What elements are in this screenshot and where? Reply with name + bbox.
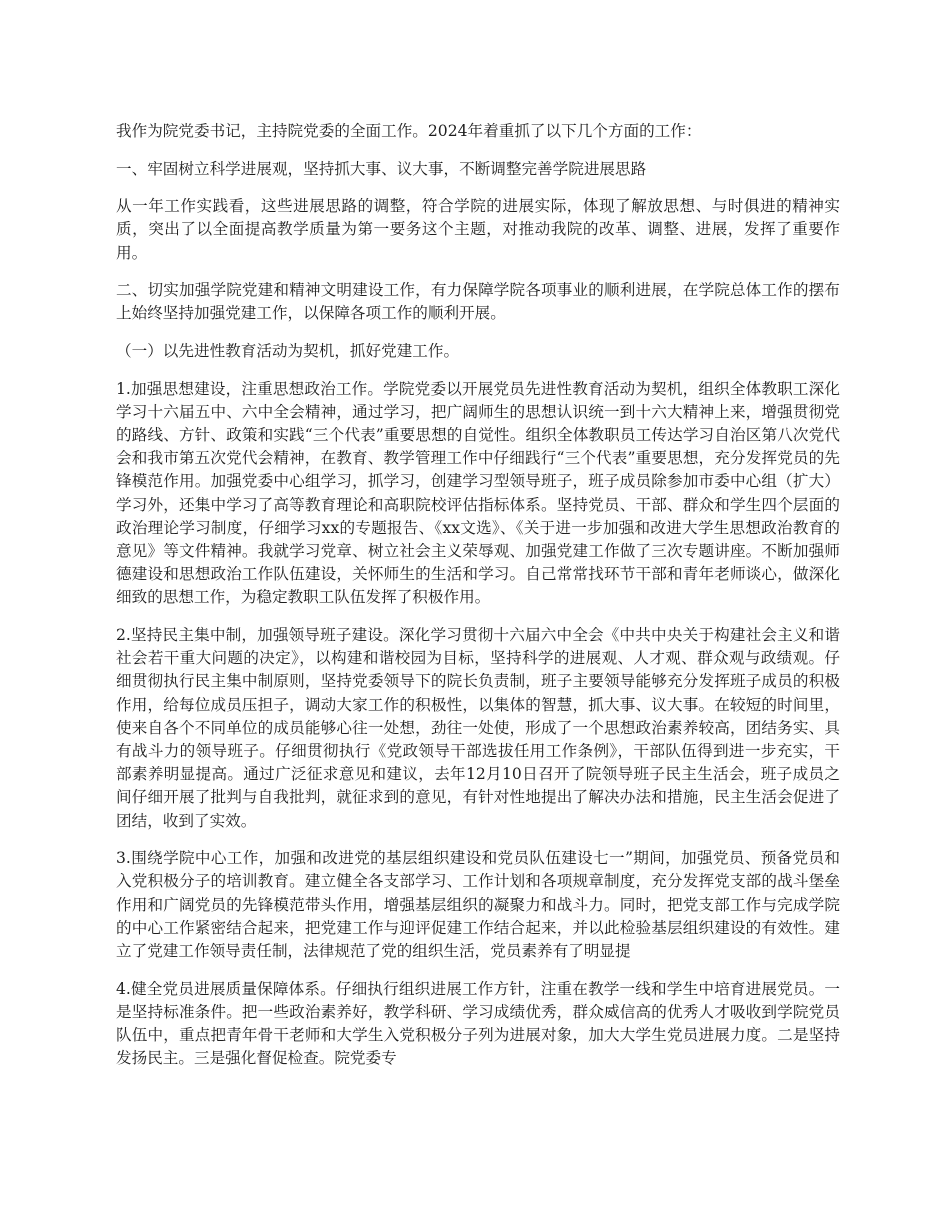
section-heading-2: 二、切实加强学院党建和精神文明建设工作，有力保障学院各项事业的顺利进展，在学院总体工作的摆布上始终坚持加强党建工作，以保障各项工作的顺利开展。 [116,281,840,323]
section-heading-1: 一、牢固树立科学进展观，坚持抓大事、议大事，不断调整完善学院进展思路 [116,159,647,178]
subsection-heading: （一）以先进性教育活动为契机，抓好党建工作。 [116,341,460,360]
intro-paragraph: 我作为院党委书记，主持院党委的全面工作。2024年着重抓了以下几个方面的工作： [116,122,702,140]
body-paragraph: 从一年工作实践看，这些进展思路的调整，符合学院的进展实际，体现了解放思想、与时俱进的精神实质，突出了以全面提高教学质量为第一要务这个主题，对推动我院的改革、调整、进展，发挥了重要作用。 [116,197,840,262]
body-paragraph-item-1: 1.加强思想建设，注重思想政治工作。学院党委以开展党员先进性教育活动为契机，组织全体教职工深化学习十六届五中、六中全会精神，通过学习，把广阔师生的思想认识统一到十六大精神上来，增强贯彻党的路线、方针、政策和实践“三个代表”重要思想的自觉性。组织全体教职员工传达学习自治区第八次党代会和我市第五次党代会精神，在教育、教学管理工作中仔细践行“三个代表”重要思想，充分发挥党员的先锋模范作用。加强党委中心组学习，抓学习，创建学习型领导班子，班子成员除参加市委中心组（扩大）学习外，还集中学习了高等教育理论和高职院校评估指标体系。坚持党员、干部、群众和学生四个层面的政治理论学习制度，仔细学习xx的专题报告、《xx文选》、《关于进一步加强和改进大学生思想政治教育的意见》等文件精神。我就学习党章、树立社会主义荣辱观、加强党建工作做了三次专题讲座。不断加强师德建设和思想政治工作队伍建设，关怀师生的生活和学习。自己常常找环节干部和青年老师谈心，做深化细致的思想工作，为稳定教职工队伍发挥了积极作用。 [116,379,840,607]
body-paragraph-item-3: 3.围绕学院中心工作，加强和改进党的基层组织建设和党员队伍建设七一”期间，加强党员、预备党员和入党积极分子的培训教育。建立健全各支部学习、工作计划和各项规章制度，充分发挥党支部的战斗堡垒作用和广阔党员的先锋模范带头作用，增强基层组织的凝聚力和战斗力。同时，把党支部工作与完成学院的中心工作紧密结合起来，把党建工作与迎评促建工作结合起来，并以此检验基层组织建设的有效性。建立了党建工作领导责任制，法律规范了党的组织生活，党员素养有了明显提 [116,849,840,961]
body-paragraph-item-2: 2.坚持民主集中制，加强领导班子建设。深化学习贯彻十六届六中全会《中共中央关于构建社会主义和谐社会若干重大问题的决定》，以构建和谐校园为目标，坚持科学的进展观、人才观、群众观与政绩观。仔细贯彻执行民主集中制原则，坚持党委领导下的院长负责制，班子主要领导能够充分发挥班子成员的积极作用，给每位成员压担子，调动大家工作的积极性，以集体的智慧，抓大事、议大事。在较短的时间里，使来自各个不同单位的成员能够心往一处想，劲往一处使，形成了一个思想政治素养较高，团结务实、具有战斗力的领导班子。仔细贯彻执行《党政领导干部选拔任用工作条例》，干部队伍得到进一步充实，干部素养明显提高。通过广泛征求意见和建议，去年12月10日召开了院领导班子民主生活会，班子成员之间仔细开展了批判与自我批判，就征求到的意见，有针对性地提出了解决办法和措施，民主生活会促进了团结，收到了实效。 [116,626,840,830]
body-paragraph-item-4: 4.健全党员进展质量保障体系。仔细执行组织进展工作方针，注重在教学一线和学生中培育进展党员。一是坚持标准条件。把一些政治素养好，教学科研、学习成绩优秀，群众威信高的优秀人才吸收到学院党员队伍中，重点把青年骨干老师和大学生入党积极分子列为进展对象，加大大学生党员进展力度。二是坚持发扬民主。三是强化督促检查。院党委专 [116,979,840,1068]
document-body [116,120,840,1085]
